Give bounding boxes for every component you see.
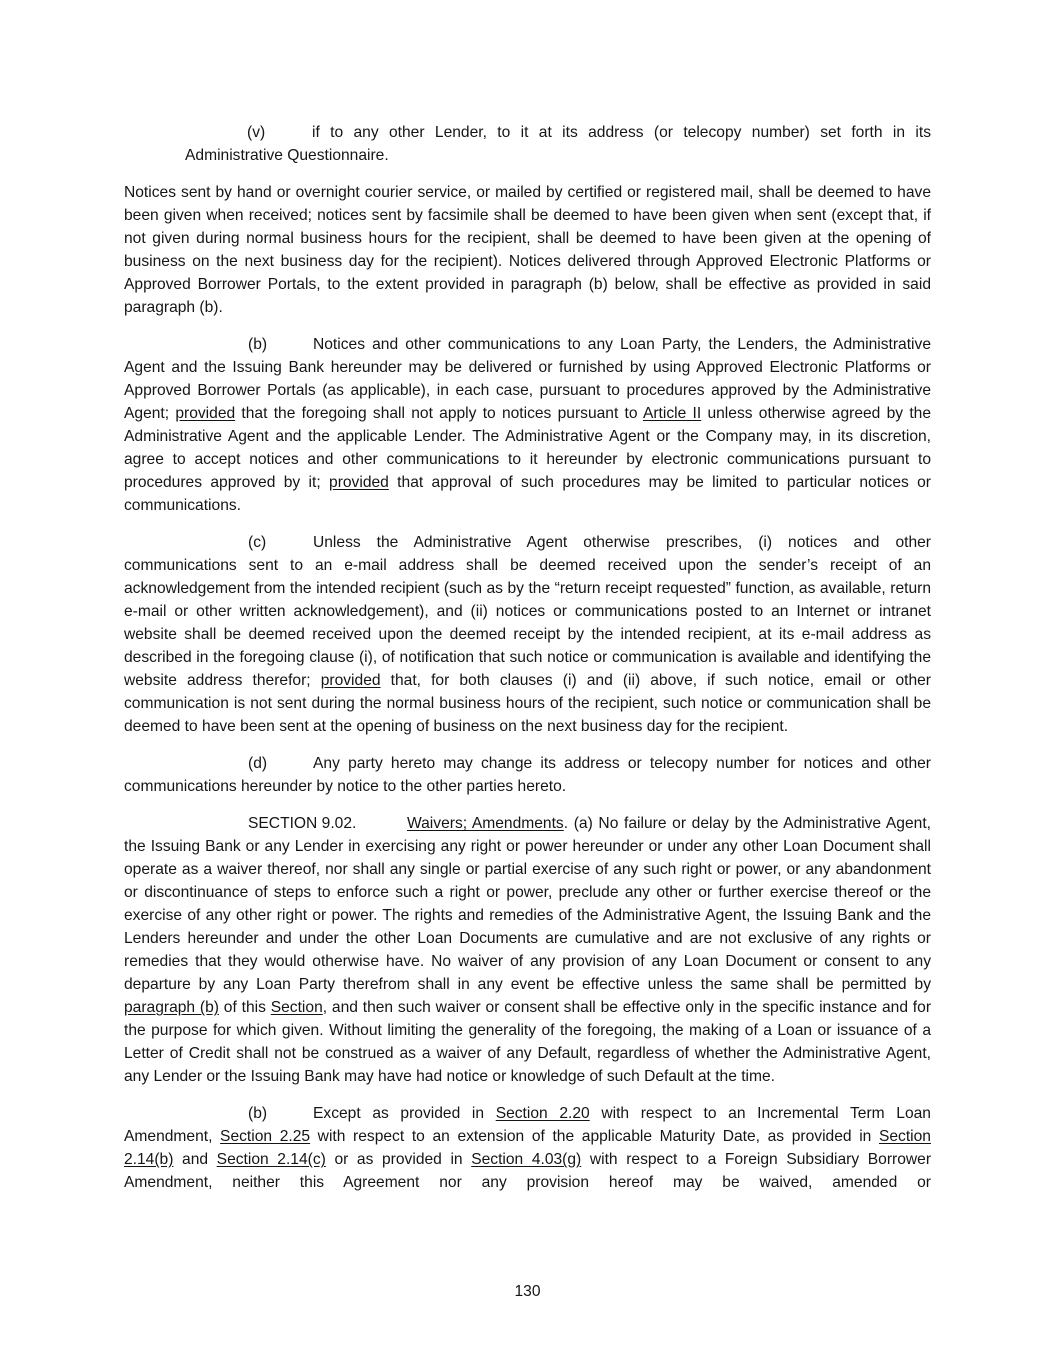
text-run: of this	[218, 999, 271, 1016]
text-run: Any party hereto may change its address or telecopy number for notices and other communications hereunder by notice to the other parties hereto.	[124, 755, 931, 795]
text-run: or as provided in	[325, 1151, 472, 1168]
text-run: with respect to an Incremental Term Loan Amendment,	[124, 1105, 931, 1145]
text-run: Notices and other communications to any Loan Party, the Lenders, the Administrative Agent and the Issuing Bank hereunder may be delivered or furnished by using Approved Electronic Platforms or Approved Borrower Portals (as applicable), in each case, pursuant to procedures approved by the Administrative Agent;	[124, 336, 931, 422]
page-number: 130	[514, 1283, 541, 1300]
text-run: with respect to a Foreign Subsidiary Borrower Amendment, neither this Agreement nor any provision hereof may be waived, amended or	[124, 1151, 932, 1191]
paragraph-notices-deemed-given	[124, 181, 931, 319]
underlined-reference: Article II	[642, 405, 702, 422]
text-run: Unless the Administrative Agent otherwise prescribes, (i) notices and other communications sent to an e-mail address shall be deemed received upon the sender’s receipt of an acknowledgement from the intended recipient (such as by the “return receipt requested” function, as available, return e-mail or other written acknowledgement), and (ii) notices or communications posted to an Internet or intranet website shall be deemed received upon the deemed receipt by the intended recipient, at its e-mail address as described in the foregoing clause (i), of notification that such notice or communication is available and identifying the website address therefor;	[124, 534, 931, 689]
underlined-reference: provided	[175, 405, 236, 422]
text-run: , and then such waiver or consent shall be effective only in the specific instance and for the purpose for which given. Without limiting the generality of the foregoing, the making of a Loan or issuance of a Letter of Credit shall not be construed as a waiver of any Default, regardless of whether the Administrative Agent, any Lender or the Issuing Bank may have had notice or knowledge of such Default at the time.	[124, 999, 932, 1085]
underlined-reference: Section 2.14(b)	[124, 1128, 931, 1168]
underlined-reference: Section 2.14(c)	[216, 1151, 326, 1168]
underlined-reference: Waivers; Amendments	[407, 815, 564, 832]
paragraph-9-02-b	[124, 1102, 931, 1194]
text-run: that, for both clauses (i) and (ii) above, if such notice, email or other communication is not sent during the normal business hours of the recipient, such notice or communication shall be deemed to have been sent at the opening of business on the next business day for the recipient.	[124, 672, 931, 735]
paragraph-label: (c)	[248, 534, 267, 551]
underlined-reference: Section 2.25	[220, 1128, 311, 1145]
underlined-reference: Section 2.20	[495, 1105, 590, 1122]
underlined-reference: provided	[329, 474, 389, 491]
paragraph-9-01-c	[124, 531, 931, 738]
text-run: . (a) No failure or delay by the Administrative Agent, the Issuing Bank or any Lender in exercising any right or power hereunder or under any other Loan Document shall operate as a waiver thereof, nor shall any single or partial exercise of any such right or power, or any abandonment or discontinuance of steps to enforce such a right or power, preclude any other or further exercise thereof or the exercise of any other right or power. The rights and remedies of the Administrative Agent, the Issuing Bank and the Lenders hereunder and under the other Loan Documents are cumulative and are not exclusive of any rights or remedies that they would otherwise have. No waiver of any provision of any Loan Document or consent to any departure by any Loan Party therefrom shall in any event be effective unless the same shall be permitted by	[124, 815, 931, 993]
section-9-02	[124, 812, 931, 1088]
text-run: and	[173, 1151, 217, 1168]
text-run: that approval of such procedures may be limited to particular notices or communications.	[124, 474, 931, 514]
text-run: Notices sent by hand or overnight courier service, or mailed by certified or registered mail, shall be deemed to have been given when received; notices sent by facsimile shall be deemed to have been given when sent (except that, if not given during normal business hours for the recipient, shall be deemed to have been given at the opening of business on the next business day for the recipient). Notices delivered through Approved Electronic Platforms or Approved Borrower Portals, to the extent provided in paragraph (b) below, shall be effective as provided in said paragraph (b).	[124, 184, 931, 316]
underlined-reference: provided	[320, 672, 381, 689]
text-run: with respect to an extension of the applicable Maturity Date, as provided in	[310, 1128, 879, 1145]
text-run: Except as provided in	[313, 1105, 496, 1122]
underlined-reference: Section 4.03(g)	[471, 1151, 582, 1168]
paragraph-label: (b)	[248, 336, 268, 353]
text-run: that the foregoing shall not apply to notices pursuant to	[235, 405, 643, 422]
underlined-reference: paragraph (b)	[124, 999, 219, 1016]
paragraph-label: (b)	[248, 1105, 268, 1122]
text-run: if to any other Lender, to it at its address (or telecopy number) set forth in its Administrative Questionnaire.	[185, 124, 931, 164]
text-run: unless otherwise agreed by the Administrative Agent and the applicable Lender. The Administrative Agent or the Company may, in its discretion, agree to accept notices and other communications to it hereunder by electronic communications pursuant to procedures approved by it;	[124, 405, 931, 491]
paragraph-label: (v)	[247, 124, 266, 141]
paragraph-label: (d)	[248, 755, 268, 772]
subclause-v	[185, 121, 931, 167]
underlined-reference: Section	[270, 999, 323, 1016]
paragraph-9-01-d	[124, 752, 931, 798]
paragraph-9-01-b	[124, 333, 931, 517]
document-body	[124, 121, 931, 1208]
paragraph-label: SECTION 9.02.	[248, 815, 357, 832]
